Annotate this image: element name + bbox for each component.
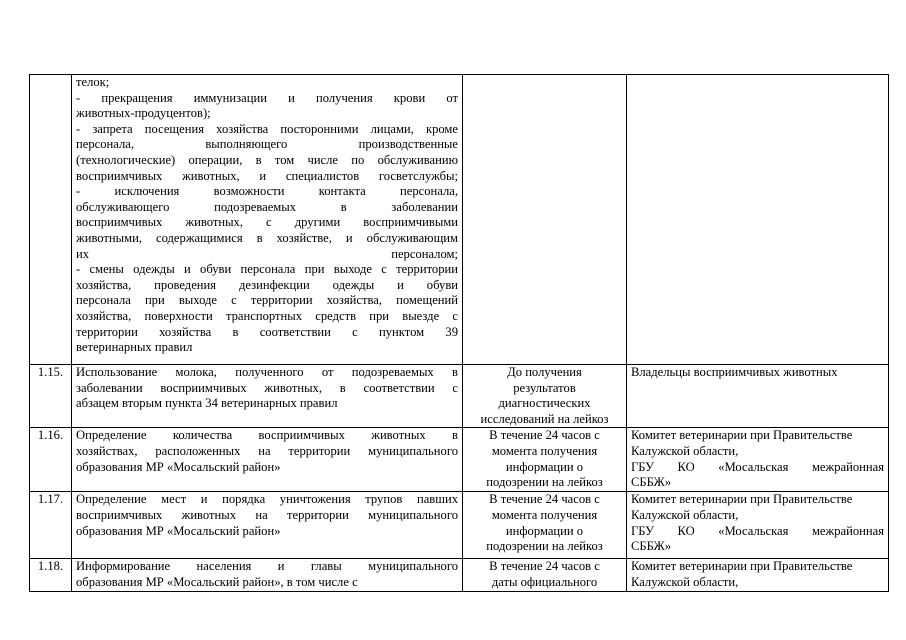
responsible-line: Калужской области, — [631, 443, 739, 458]
table-row — [30, 492, 889, 559]
action-cell — [72, 492, 463, 559]
row-number: 1.16. — [30, 428, 72, 492]
deadline-line: До получения — [507, 365, 582, 379]
row-number — [30, 75, 72, 365]
responsible-line: Калужской области, — [631, 507, 739, 522]
deadline-cell — [463, 428, 627, 492]
deadline-cell — [463, 75, 627, 365]
action-line: заболевании восприимчивых животных, в соответствии с — [76, 380, 458, 395]
deadline-cell — [463, 492, 627, 559]
action-line: хозяйствах, расположенных на территории муниципального — [76, 443, 458, 458]
action-cell — [72, 559, 463, 591]
action-line: хозяйства, поверхности транспортных средств при выезде с — [76, 308, 458, 323]
deadline-line: даты официального — [491, 574, 598, 589]
action-line: территории хозяйства в соответствии с пунктом 39 — [76, 324, 458, 339]
deadline-cell — [463, 365, 627, 428]
deadline-line: подозрении на лейкоз — [486, 539, 603, 554]
action-line: образования МР «Мосальский район», в том числе с — [76, 574, 358, 589]
action-cell — [72, 75, 463, 365]
responsible-cell — [627, 492, 889, 559]
action-line: - запрета посещения хозяйства посторонними лицами, кроме — [76, 121, 458, 136]
responsible-line: Владельцы восприимчивых животных — [631, 365, 838, 379]
action-line: их персоналом; — [76, 246, 458, 261]
responsible-line: Комитет ветеринарии при Правительстве — [631, 428, 853, 443]
deadline-line: В течение 24 часов с — [489, 428, 600, 443]
row-number: 1.18. — [30, 559, 72, 591]
responsible-cell — [627, 559, 889, 591]
action-line: восприимчивых животных, с другими восприимчивыми — [76, 215, 458, 230]
action-line: обслуживающего подозреваемых в заболевании — [76, 199, 458, 214]
responsible-line: Комитет ветеринарии при Правительстве — [631, 559, 853, 574]
deadline-line: В течение 24 часов с — [489, 559, 600, 574]
table-row — [30, 75, 889, 365]
table-row — [30, 559, 889, 591]
action-line: Информирование населения и главы муниципального — [76, 559, 458, 574]
deadline-line: момента получения — [491, 507, 598, 522]
deadline-line: диагностических — [498, 396, 591, 411]
deadline-line: подозрении на лейкоз — [486, 475, 603, 490]
deadline-line: В течение 24 часов с — [489, 492, 600, 507]
action-line: образования МР «Мосальский район» — [76, 523, 281, 538]
action-line: - смены одежды и обуви персонала при выходе с территории — [76, 262, 458, 277]
action-line: телок; — [76, 75, 110, 89]
action-line: персонала, выполняющего производственные — [76, 137, 458, 152]
action-line: - исключения возможности контакта персонала, — [76, 184, 458, 199]
deadline-line: результатов — [513, 380, 576, 395]
action-line: ветеринарных правил — [76, 340, 193, 355]
row-number: 1.15. — [30, 365, 72, 428]
action-line: Определение количества восприимчивых животных в — [76, 428, 458, 443]
responsible-cell — [627, 365, 889, 428]
action-line: Использование молока, полученного от подозреваемых в — [76, 365, 458, 379]
action-line: (технологические) операции, в том числе по обслуживанию — [76, 152, 458, 167]
row-number: 1.17. — [30, 492, 72, 559]
deadline-line: исследований на лейкоз — [480, 411, 609, 426]
action-cell — [72, 365, 463, 428]
table-row — [30, 428, 889, 492]
deadline-line: момента получения — [491, 443, 598, 458]
action-line: хозяйства, проведения дезинфекции одежды и обуви — [76, 277, 458, 292]
measures-table-body — [30, 75, 889, 592]
responsible-line: СББЖ» — [631, 539, 672, 554]
action-line: животными, содержащимися в хозяйстве, и обслуживающим — [76, 230, 458, 245]
action-line: образования МР «Мосальский район» — [76, 459, 281, 474]
action-cell — [72, 428, 463, 492]
responsible-cell — [627, 75, 889, 365]
deadline-line: информации о — [505, 523, 584, 538]
responsible-line: ГБУ КО «Мосальская межрайонная — [631, 523, 884, 538]
responsible-cell — [627, 428, 889, 492]
responsible-line: Калужской области, — [631, 574, 739, 589]
action-line: Определение мест и порядка уничтожения трупов павших — [76, 492, 458, 507]
action-line: абзацем вторым пункта 34 ветеринарных правил — [76, 396, 338, 411]
responsible-line: Комитет ветеринарии при Правительстве — [631, 492, 853, 507]
responsible-line: СББЖ» — [631, 475, 672, 490]
measures-table — [29, 74, 889, 592]
action-line: - прекращения иммунизации и получения крови от — [76, 90, 458, 105]
action-line: животных-продуцентов); — [76, 106, 211, 121]
table-row — [30, 365, 889, 428]
action-line: восприимчивых животных, и специалистов госветслужбы; — [76, 168, 458, 183]
action-line: восприимчивых животных на территории муниципального — [76, 507, 458, 522]
responsible-line: ГБУ КО «Мосальская межрайонная — [631, 459, 884, 474]
deadline-line: информации о — [505, 459, 584, 474]
deadline-cell — [463, 559, 627, 591]
action-line: персонала при выходе с территории хозяйства, помещений — [76, 293, 458, 308]
